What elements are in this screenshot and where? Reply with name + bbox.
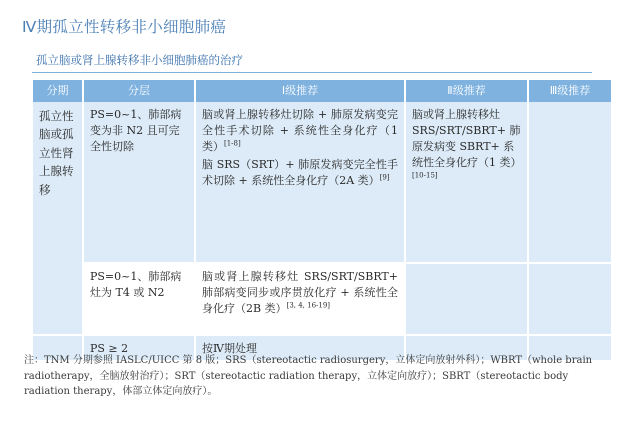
header-level-3: Ⅲ级推荐 — [528, 80, 611, 102]
table-footnote: 注：TNM 分期参照 IASLC/UICC 第 8 版；SRS（stereotactic radiosurgery，立体定向放射外科）；WBRT（whole brain radiotherapy，全脑放射治疗）；SRT（stereotactic radiation therapy，立体定向放疗）；SBRT（stereotactic body radiation therapy，体部立体定向放疗）。 — [24, 355, 593, 397]
level2-cell: 脑或肾上腺转移灶 SRS/SRT/SBRT+ 肺原发病变 SBRT+ 系统性全身化疗（1 类）[10-15] — [405, 102, 528, 263]
table-title: 孤立脑或肾上腺转移非小细胞肺癌的治疗 — [36, 53, 243, 67]
level1-cell — [195, 102, 405, 263]
level1-cell — [195, 263, 405, 335]
stratum-cell: PS=0~1、肺部病变为非 N2 且可完全性切除 — [83, 102, 195, 263]
title-divider — [32, 72, 592, 73]
treatment-table — [33, 80, 611, 362]
level1-item: 脑 SRS（SRT）+ 肺原发病变完全性手术切除 + 系统性全身化疗（2A 类）[9] — [202, 157, 398, 187]
level3-cell — [528, 263, 611, 335]
header-level-2: Ⅱ级推荐 — [405, 80, 528, 102]
stage-cell: 孤立性脑或孤立性肾上腺转移 — [33, 102, 83, 335]
level3-cell — [528, 102, 611, 263]
header-stage: 分期 — [33, 80, 83, 102]
reference-mark: [1-8] — [224, 139, 241, 148]
header-stratum: 分层 — [83, 80, 195, 102]
stratum-cell: PS ≥ 2 — [83, 335, 195, 361]
level1-item: 按Ⅳ期处理 — [202, 342, 257, 355]
stratum-cell: PS=0~1、肺部病灶为 T4 或 N2 — [83, 263, 195, 335]
reference-mark: [10-15] — [412, 171, 438, 180]
table-header-row — [33, 80, 611, 102]
level1-item: 脑或肾上腺转移灶切除 + 肺原发病变完全性手术切除 + 系统性全身化疗（1 类）[1-8] — [202, 108, 398, 153]
header-level-1: Ⅰ级推荐 — [195, 80, 405, 102]
level2-cell — [405, 263, 528, 335]
page-title: Ⅳ期孤立性转移非小细胞肺癌 — [22, 18, 227, 36]
level1-item: 脑或肾上腺转移灶 SRS/SRT/SBRT+ 肺部病变同步或序贯放化疗 + 系统性全身化疗（2B 类）[3, 4, 16-19] — [202, 270, 398, 315]
reference-mark: [3, 4, 16-19] — [286, 301, 331, 310]
reference-mark: [9] — [379, 173, 390, 182]
table-row — [33, 102, 611, 263]
table-row — [33, 263, 611, 335]
